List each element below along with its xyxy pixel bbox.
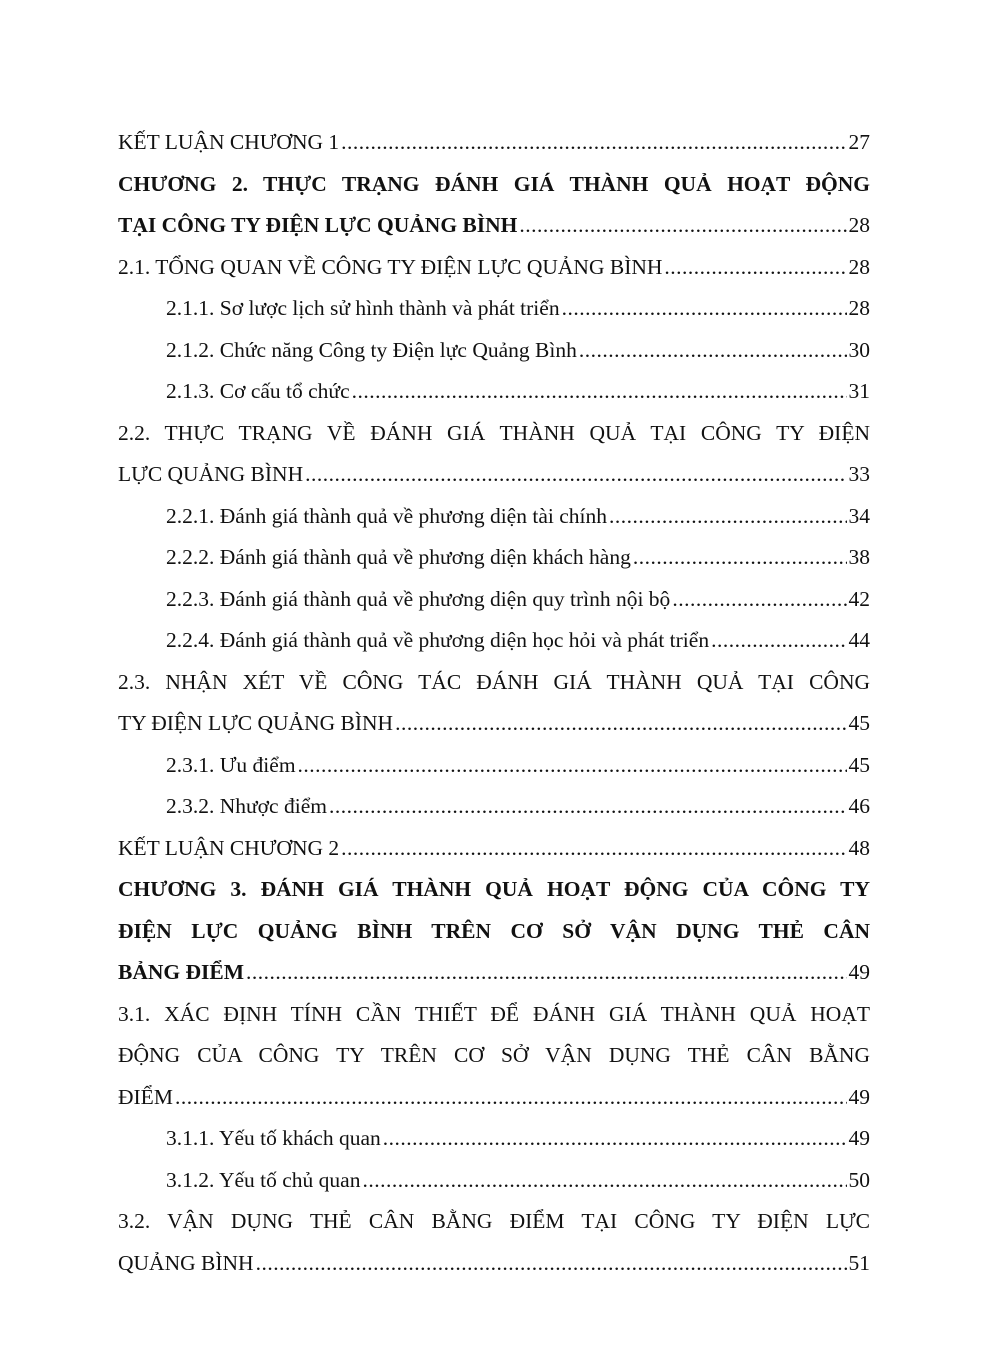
dot-leader bbox=[246, 952, 846, 994]
toc-entry-title: 3.1. XÁC ĐỊNH TÍNH CẦN THIẾT ĐỂ ĐÁNH GIÁ THÀNH QUẢ HOẠT bbox=[118, 1001, 870, 1026]
toc-entry-title: KẾT LUẬN CHƯƠNG 2 bbox=[118, 835, 340, 860]
toc-entry-chuong-3-line-1 bbox=[118, 869, 870, 911]
dot-leader bbox=[633, 537, 847, 579]
toc-entry-2-2-4 bbox=[118, 620, 870, 662]
toc-entry-2-2-line-1 bbox=[118, 413, 870, 455]
toc-entry-chuong-3-line-3 bbox=[118, 952, 870, 994]
toc-entry-title: 2.2. THỰC TRẠNG VỀ ĐÁNH GIÁ THÀNH QUẢ TẠI CÔNG TY ĐIỆN bbox=[118, 420, 870, 445]
dot-leader bbox=[175, 1077, 847, 1119]
toc-page-number: 42 bbox=[848, 586, 870, 611]
toc-page-number: 28 bbox=[848, 213, 870, 237]
toc-page-number: 27 bbox=[848, 130, 870, 154]
toc-page-number: 31 bbox=[848, 379, 870, 403]
toc-page-number: 48 bbox=[848, 835, 870, 860]
toc-entry-title: 3.2. VẬN DỤNG THẺ CÂN BẰNG ĐIỂM TẠI CÔNG TY ĐIỆN LỰC bbox=[118, 1209, 870, 1233]
toc-page-number: 34 bbox=[848, 503, 870, 528]
dot-leader bbox=[305, 454, 846, 496]
toc-entry-2-1-1 bbox=[118, 288, 870, 330]
dot-leader bbox=[519, 205, 846, 247]
toc-entry-ket-luan-chuong-2 bbox=[118, 828, 870, 870]
toc-page-number: 46 bbox=[848, 794, 870, 818]
toc-entry-ket-luan-chuong-1 bbox=[118, 122, 870, 164]
toc-entry-3-1-1 bbox=[118, 1118, 870, 1160]
toc-page-number: 30 bbox=[848, 337, 870, 362]
toc-entry-title: ĐỘNG CỦA CÔNG TY TRÊN CƠ SỞ VẬN DỤNG THẺ CÂN BẰNG bbox=[118, 1043, 870, 1067]
toc-entry-title: 2.1.1. Sơ lược lịch sử hình thành và phát triển bbox=[166, 296, 560, 320]
dot-leader bbox=[579, 330, 847, 372]
toc-entry-title: ĐIỆN LỰC QUẢNG BÌNH TRÊN CƠ SỞ VẬN DỤNG THẺ CÂN bbox=[118, 918, 870, 943]
dot-leader bbox=[341, 122, 846, 164]
toc-entry-title: 2.2.3. Đánh giá thành quả về phương diện quy trình nội bộ bbox=[166, 586, 671, 611]
dot-leader bbox=[383, 1118, 847, 1160]
toc-entry-2-2-1 bbox=[118, 496, 870, 538]
toc-entry-title: 2.1.3. Cơ cấu tổ chức bbox=[166, 379, 350, 403]
dot-leader bbox=[711, 620, 846, 662]
dot-leader bbox=[395, 703, 846, 745]
toc-page-number: 28 bbox=[848, 296, 870, 320]
toc-page-number: 28 bbox=[848, 254, 870, 279]
toc-page-number: 49 bbox=[848, 960, 870, 984]
toc-page-number: 45 bbox=[848, 752, 870, 777]
dot-leader bbox=[298, 745, 847, 787]
toc-entry-3-2-line-2 bbox=[118, 1243, 870, 1285]
toc-entry-title: 2.1.2. Chức năng Công ty Điện lực Quảng Bình bbox=[166, 337, 577, 362]
toc-entry-3-1-line-3 bbox=[118, 1077, 870, 1119]
toc-entry-3-2-line-1 bbox=[118, 1201, 870, 1243]
toc-entry-2-2-2 bbox=[118, 537, 870, 579]
toc-entry-title: LỰC QUẢNG BÌNH bbox=[118, 462, 304, 486]
toc-entry-2-1 bbox=[118, 247, 870, 289]
toc-entry-chuong-2-line-1 bbox=[118, 164, 870, 206]
toc-entry-title: CHƯƠNG 3. ĐÁNH GIÁ THÀNH QUẢ HOẠT ĐỘNG CỦA CÔNG TY bbox=[118, 877, 870, 901]
toc-entry-2-3-line-1 bbox=[118, 662, 870, 704]
toc-entry-chuong-2-line-2 bbox=[118, 205, 870, 247]
dot-leader bbox=[362, 1160, 846, 1202]
toc-entry-3-1-2 bbox=[118, 1160, 870, 1202]
dot-leader bbox=[329, 786, 847, 828]
toc-page-number: 50 bbox=[848, 1167, 870, 1192]
toc-page-number: 49 bbox=[848, 1084, 870, 1109]
toc-entry-title: 2.1. TỔNG QUAN VỀ CÔNG TY ĐIỆN LỰC QUẢNG BÌNH bbox=[118, 254, 663, 279]
toc-entry-title: ĐIỂM bbox=[118, 1084, 173, 1109]
dot-leader bbox=[256, 1243, 847, 1285]
toc-entry-title: 2.2.1. Đánh giá thành quả về phương diện tài chính bbox=[166, 503, 607, 528]
toc-entry-title: 2.2.4. Đánh giá thành quả về phương diện học hỏi và phát triển bbox=[166, 628, 710, 652]
toc-entry-2-3-1 bbox=[118, 745, 870, 787]
dot-leader bbox=[352, 371, 847, 413]
toc-entry-title: 3.1.2. Yếu tố chủ quan bbox=[166, 1167, 361, 1192]
toc-page-number: 51 bbox=[848, 1250, 870, 1275]
toc-page-number: 45 bbox=[848, 711, 870, 735]
dot-leader bbox=[562, 288, 847, 330]
toc-entry-title: 2.2.2. Đánh giá thành quả về phương diện khách hàng bbox=[166, 545, 631, 569]
toc-entry-title: TẠI CÔNG TY ĐIỆN LỰC QUẢNG BÌNH bbox=[118, 213, 518, 237]
toc-page-number: 33 bbox=[848, 462, 870, 486]
dot-leader bbox=[609, 496, 847, 538]
toc-entry-title: 2.3.1. Ưu điểm bbox=[166, 752, 296, 777]
toc-entry-title: 2.3. NHẬN XÉT VỀ CÔNG TÁC ĐÁNH GIÁ THÀNH QUẢ TẠI CÔNG bbox=[118, 669, 870, 694]
toc-entry-2-3-line-2 bbox=[118, 703, 870, 745]
dot-leader bbox=[672, 579, 846, 621]
table-of-contents bbox=[118, 122, 870, 1284]
dot-leader bbox=[341, 828, 846, 870]
toc-entry-2-2-3 bbox=[118, 579, 870, 621]
toc-entry-title: 2.3.2. Nhược điểm bbox=[166, 794, 327, 818]
toc-entry-title: KẾT LUẬN CHƯƠNG 1 bbox=[118, 130, 340, 154]
toc-entry-title: QUẢNG BÌNH bbox=[118, 1250, 254, 1275]
toc-entry-chuong-3-line-2 bbox=[118, 911, 870, 953]
toc-entry-title: 3.1.1. Yếu tố khách quan bbox=[166, 1126, 381, 1150]
dot-leader bbox=[664, 247, 846, 289]
toc-entry-2-2-line-2 bbox=[118, 454, 870, 496]
toc-entry-title: TY ĐIỆN LỰC QUẢNG BÌNH bbox=[118, 711, 394, 735]
toc-page-number: 44 bbox=[848, 628, 870, 652]
toc-page-number: 38 bbox=[848, 545, 870, 569]
toc-entry-title: CHƯƠNG 2. THỰC TRẠNG ĐÁNH GIÁ THÀNH QUẢ HOẠT ĐỘNG bbox=[118, 171, 870, 196]
toc-entry-2-3-2 bbox=[118, 786, 870, 828]
toc-entry-3-1-line-2 bbox=[118, 1035, 870, 1077]
toc-entry-3-1-line-1 bbox=[118, 994, 870, 1036]
toc-page-number: 49 bbox=[848, 1126, 870, 1150]
toc-entry-2-1-2 bbox=[118, 330, 870, 372]
toc-entry-2-1-3 bbox=[118, 371, 870, 413]
toc-entry-title: BẢNG ĐIỂM bbox=[118, 960, 245, 984]
